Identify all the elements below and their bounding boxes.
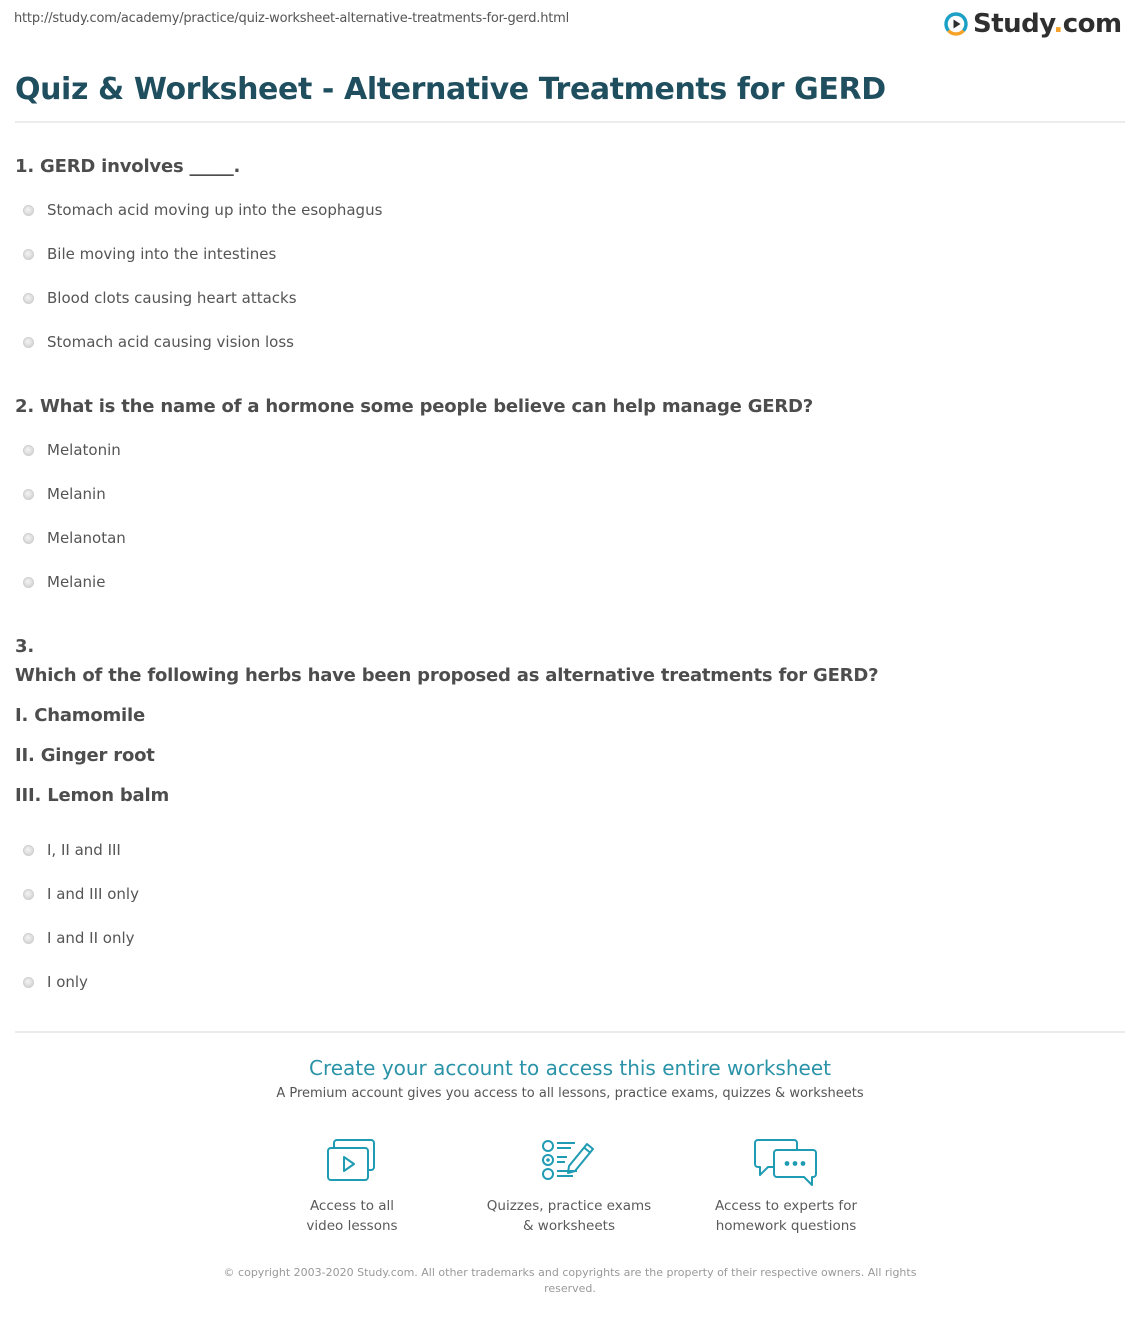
quiz-checklist-icon	[541, 1138, 597, 1182]
radio-button[interactable]	[23, 977, 34, 988]
cta-subtitle: A Premium account gives you access to all lessons, practice exams, quizzes & worksheets	[276, 1086, 864, 1101]
radio-button[interactable]	[23, 489, 34, 500]
feature-video-lessons	[252, 1138, 452, 1236]
option-label: Melatonin	[47, 441, 121, 459]
q1-option-4[interactable]	[23, 331, 294, 353]
question-2-title: 2. What is the name of a hormone some people believe can help manage GERD?	[15, 396, 814, 417]
question-3-title: Which of the following herbs have been proposed as alternative treatments for GERD?	[15, 665, 879, 686]
q3-option-1[interactable]	[23, 839, 121, 861]
radio-button[interactable]	[23, 933, 34, 944]
option-label: Melanin	[47, 485, 106, 503]
q2-option-1[interactable]	[23, 439, 121, 461]
option-label: I and II only	[47, 929, 135, 947]
feature-quizzes	[469, 1138, 669, 1236]
logo-name: Study	[973, 9, 1054, 39]
study-logo[interactable]	[944, 8, 1122, 40]
cta-divider	[15, 1031, 1125, 1033]
feature-line-2: video lessons	[306, 1218, 398, 1234]
logo-tld: com	[1062, 9, 1122, 39]
q1-option-3[interactable]	[23, 287, 297, 309]
question-3-statement-3: III. Lemon balm	[15, 785, 170, 806]
logo-wordmark	[973, 11, 1122, 37]
q3-option-3[interactable]	[23, 927, 135, 949]
option-label: Stomach acid causing vision loss	[47, 333, 294, 351]
feature-line-2: & worksheets	[522, 1218, 615, 1234]
option-label: I only	[47, 973, 88, 991]
option-label: Blood clots causing heart attacks	[47, 289, 297, 307]
radio-button[interactable]	[23, 889, 34, 900]
chat-bubbles-icon	[754, 1138, 818, 1188]
q1-option-1[interactable]	[23, 199, 382, 221]
radio-button[interactable]	[23, 577, 34, 588]
radio-button[interactable]	[23, 293, 34, 304]
feature-line-1: Quizzes, practice exams	[486, 1198, 652, 1214]
q2-option-4[interactable]	[23, 571, 105, 593]
feature-experts	[686, 1138, 886, 1236]
q2-option-2[interactable]	[23, 483, 106, 505]
option-label: Melanie	[47, 573, 106, 591]
option-label: Bile moving into the intestines	[47, 245, 277, 263]
question-3-statement-2: II. Ginger root	[15, 745, 155, 766]
feature-line-1: Access to experts for	[714, 1198, 857, 1214]
q1-option-2[interactable]	[23, 243, 276, 265]
radio-button[interactable]	[23, 533, 34, 544]
option-label: Stomach acid moving up into the esophagus	[47, 201, 383, 219]
page-title: Quiz & Worksheet - Alternative Treatments for GERD	[15, 72, 886, 107]
video-lessons-icon	[326, 1138, 378, 1182]
feature-line-1: Access to all	[309, 1198, 395, 1214]
option-label: Melanotan	[47, 529, 126, 547]
radio-button[interactable]	[23, 205, 34, 216]
radio-button[interactable]	[23, 845, 34, 856]
q2-option-3[interactable]	[23, 527, 126, 549]
feature-line-2: homework questions	[715, 1218, 857, 1234]
play-circle-icon	[944, 12, 968, 36]
radio-button[interactable]	[23, 249, 34, 260]
create-account-link[interactable]: Create your account to access this entire worksheet	[309, 1056, 831, 1080]
option-label: I, II and III	[47, 841, 121, 859]
q3-option-4[interactable]	[23, 971, 88, 993]
question-3-statement-1: I. Chamomile	[15, 705, 145, 726]
question-1-title: 1. GERD involves _____.	[15, 156, 241, 177]
title-divider	[15, 121, 1125, 123]
question-3-number: 3.	[15, 636, 34, 657]
radio-button[interactable]	[23, 337, 34, 348]
q3-option-2[interactable]	[23, 883, 139, 905]
page-url: http://study.com/academy/practice/quiz-worksheet-alternative-treatments-for-gerd.html	[14, 11, 570, 26]
radio-button[interactable]	[23, 445, 34, 456]
copyright-notice: © copyright 2003-2020 Study.com. All other trademarks and copyrights are the property of their respective owners. All rights reserved.	[223, 1266, 917, 1295]
logo-dot: .	[1053, 9, 1063, 39]
option-label: I and III only	[47, 885, 139, 903]
